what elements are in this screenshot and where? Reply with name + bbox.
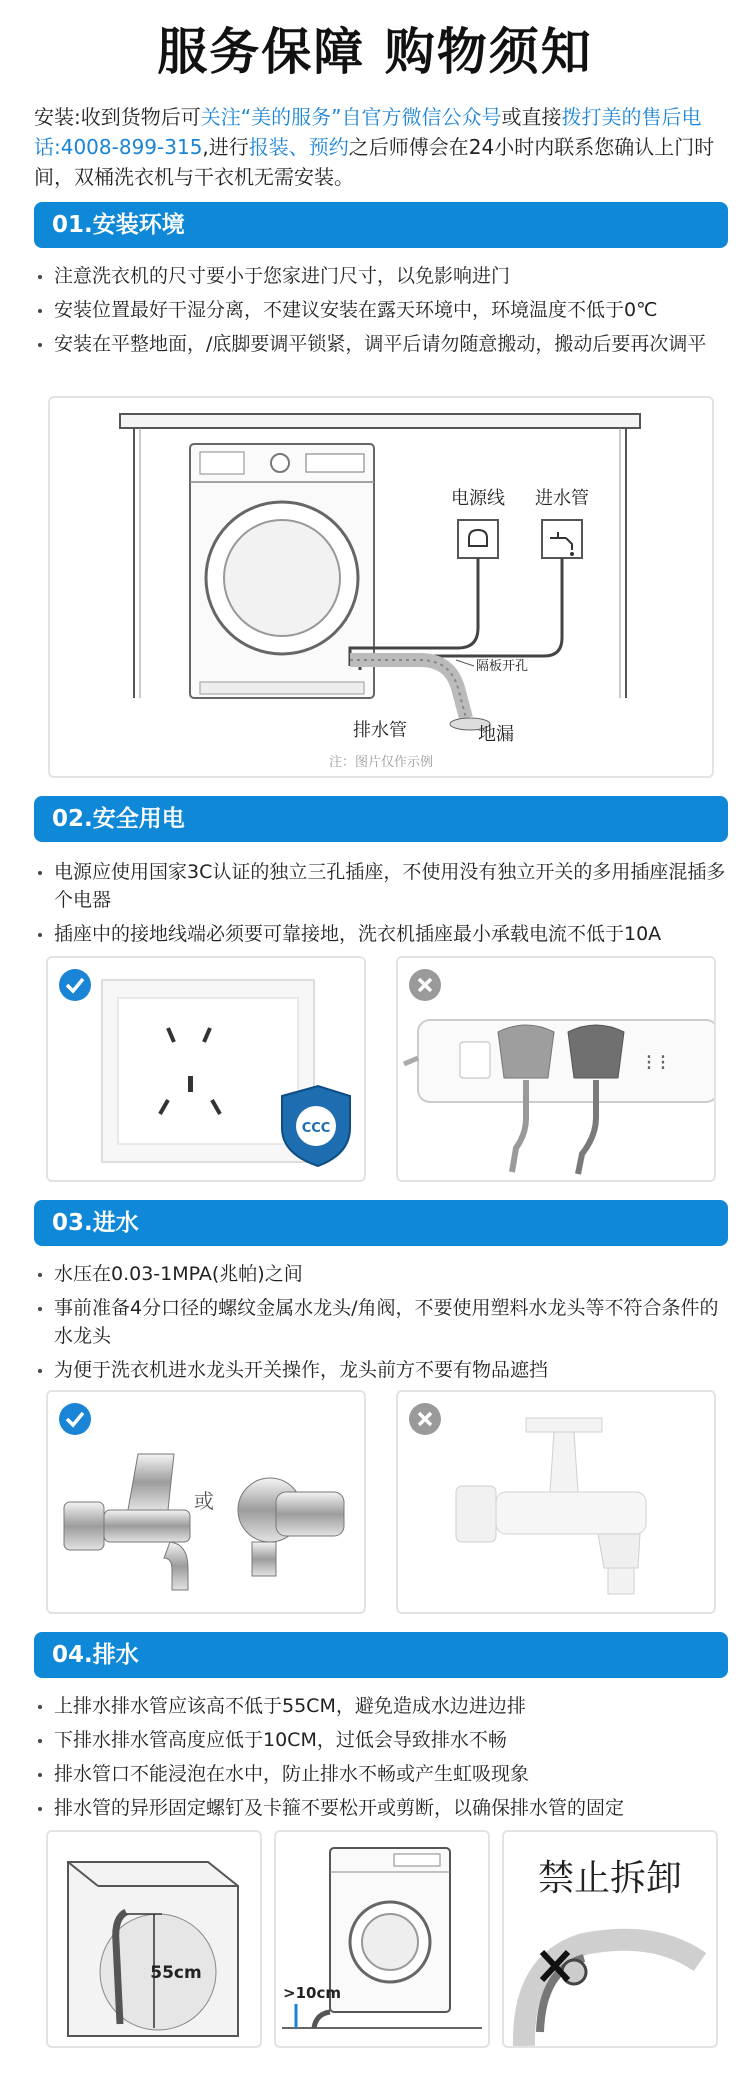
booking-link[interactable]: 报装、预约 <box>248 135 349 159</box>
floor-drain-label: 地漏 <box>478 724 514 745</box>
electrical-safety-list <box>34 858 734 954</box>
list-item: 安装位置最好干湿分离，不建议安装在露天环境中，环境温度不低于0℃ <box>34 296 734 324</box>
three-pin-socket-illustration <box>48 958 364 1180</box>
list-item: 事前准备4分口径的螺纹金属水龙头/角阀，不要使用塑料水龙头等不符合条件的水龙头 <box>34 1294 734 1350</box>
section-heading-drainage: 04.排水 <box>34 1632 728 1678</box>
check-circle-icon <box>58 968 92 1002</box>
list-item: 排水管口不能浸泡在水中，防止排水不畅或产生虹吸现象 <box>34 1760 734 1788</box>
install-diagram-panel <box>48 396 714 778</box>
list-item: 水压在0.03-1MPA(兆帕)之间 <box>34 1260 734 1288</box>
top-drain-panel <box>46 1830 262 2048</box>
list-item: 电源应使用国家3C认证的独立三孔插座，不使用没有独立开关的多用插座混插多个电器 <box>34 858 734 914</box>
section-heading-install-environment: 01.安装环境 <box>34 202 728 248</box>
height-10cm-label: >10cm <box>283 1984 341 2002</box>
section-heading-electrical-safety: 02.安全用电 <box>34 796 728 842</box>
cross-circle-icon <box>408 1402 442 1436</box>
water-inlet-list <box>34 1260 734 1390</box>
power-outlet-icon <box>458 520 498 558</box>
partition-hole-label: 隔板开孔 <box>475 659 529 674</box>
drainage-list <box>34 1692 734 1828</box>
wrong-powerstrip-panel <box>396 956 716 1182</box>
list-item: 上排水排水管应该高不低于55CM，避免造成水边进边排 <box>34 1692 734 1720</box>
power-strip-illustration <box>398 958 714 1180</box>
inlet-pipe-label: 进水管 <box>535 488 589 509</box>
list-item: 排水管的异形固定螺钉及卡箍不要松开或剪断，以确保排水管的固定 <box>34 1794 734 1822</box>
wrong-plastic-tap-panel <box>396 1390 716 1614</box>
washing-machine-illustration <box>190 444 374 698</box>
wechat-follow-link[interactable]: 关注“美的服务”自官方微信公众号 <box>200 105 502 129</box>
intro-text: ,进行 <box>202 135 249 159</box>
counter-top <box>120 414 640 428</box>
or-label: 或 <box>194 1489 214 1513</box>
bottom-drain-panel <box>274 1830 490 2048</box>
power-cord-label: 电源线 <box>451 488 505 509</box>
no-remove-label: 禁止拆卸 <box>537 1858 683 1899</box>
list-item: 为便于洗衣机进水龙头开关操作，龙头前方不要有物品遮挡 <box>34 1356 734 1384</box>
svg-text:⁝ ⁝: ⁝ ⁝ <box>645 1051 667 1076</box>
intro-text: 安装:收到货物后可 <box>34 105 201 129</box>
correct-socket-panel <box>46 956 366 1182</box>
intro-text: 之后师傅会在24小时内联系您确认上门时间，双桶洗衣机与干衣机无需安装。 <box>34 135 715 189</box>
correct-metal-tap-panel <box>46 1390 366 1614</box>
list-item: 注意洗衣机的尺寸要小于您家进门尺寸，以免影响进门 <box>34 262 734 290</box>
plastic-tap-illustration <box>398 1392 714 1612</box>
page-title: 服务保障 购物须知 <box>157 23 593 81</box>
no-remove-panel <box>502 1830 718 2048</box>
top-drain-illustration <box>48 1832 260 2046</box>
install-diagram <box>50 398 712 776</box>
diagram-note: 注：图片仅作示例 <box>328 755 434 770</box>
list-item: 插座中的接地线端必须要可靠接地，洗衣机插座最小承载电流不低于10A <box>34 920 734 948</box>
height-55cm-label: 55cm <box>150 1963 202 1983</box>
bottom-drain-illustration <box>276 1832 488 2046</box>
check-circle-icon <box>58 1402 92 1436</box>
intro-text: 或直接 <box>501 105 562 129</box>
metal-taps-illustration <box>48 1392 364 1612</box>
list-item: 安装在平整地面，/底脚要调平锁紧，调平后请勿随意搬动，搬动后要再次调平 <box>34 330 734 358</box>
ccc-mark: CCC <box>301 1121 331 1136</box>
drain-pipe-label: 排水管 <box>353 720 407 741</box>
install-intro <box>34 102 724 192</box>
cross-circle-icon <box>408 968 442 1002</box>
install-environment-list <box>34 262 734 364</box>
list-item: 下排水排水管高度应低于10CM，过低会导致排水不畅 <box>34 1726 734 1754</box>
service-phone-link[interactable]: 拨打美的售后电话:4008-899-315 <box>34 105 702 159</box>
drain-clamp-illustration <box>504 1832 716 2046</box>
section-heading-water-inlet: 03.进水 <box>34 1200 728 1246</box>
